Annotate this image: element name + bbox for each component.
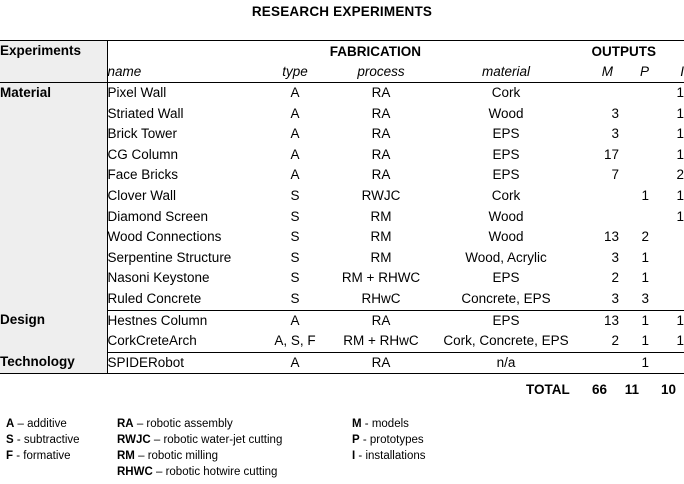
material-cell: EPS <box>492 312 520 328</box>
legend-text: prototypes <box>369 434 424 446</box>
material-cell: Wood <box>488 229 524 245</box>
prototypes-cell: 1 <box>619 331 649 352</box>
prototypes-cell: 1 <box>641 312 649 328</box>
experiments-header: Experiments <box>0 41 107 63</box>
type-cell: A <box>290 105 300 121</box>
type-cell: A, S, F <box>257 331 333 352</box>
legend-separator: – <box>14 418 28 430</box>
installations-cell: 1 <box>676 208 684 224</box>
table-row <box>0 83 684 104</box>
legend-text: models <box>371 418 409 430</box>
prototypes-cell: 3 <box>619 289 649 310</box>
installations-column-header: I <box>649 62 684 83</box>
name-cell: Ruled Concrete <box>107 289 257 310</box>
legend-text: robotic assembly <box>146 418 233 430</box>
name-cell: Face Bricks <box>107 167 179 183</box>
legend-types <box>6 416 80 464</box>
type-cell: S <box>290 208 300 224</box>
category-label: Technology <box>0 352 107 374</box>
legend-process-item <box>117 464 282 480</box>
legend-text: robotic milling <box>147 450 218 462</box>
legend-key: RA <box>117 418 134 430</box>
legend-type-item <box>6 448 80 464</box>
legend-separator: – <box>134 450 148 462</box>
models-cell: 3 <box>611 249 619 265</box>
legend-text: additive <box>27 418 67 430</box>
legend-output-item <box>352 432 426 448</box>
models-cell <box>583 352 619 374</box>
installations-cell <box>649 289 684 310</box>
process-cell: RHwC <box>333 289 429 310</box>
name-cell: Pixel Wall <box>107 85 167 100</box>
type-column-header: type <box>257 62 333 83</box>
legend-type-item <box>6 416 80 432</box>
material-cell: Cork <box>491 85 521 100</box>
legend-key: RHWC <box>117 466 153 478</box>
models-cell <box>583 207 619 228</box>
prototypes-column-header: P <box>619 62 649 83</box>
legend-process-item <box>117 432 282 448</box>
process-cell: RA <box>371 105 391 121</box>
material-cell: Cork <box>491 187 521 203</box>
type-cell: S <box>290 270 300 286</box>
name-cell: Clover Wall <box>107 187 177 203</box>
material-column-header: material <box>429 62 583 83</box>
models-cell: 13 <box>603 229 619 245</box>
category-label: Design <box>0 310 107 352</box>
legend-key: RM <box>117 450 135 462</box>
legend-key: P <box>352 434 360 446</box>
process-cell: RA <box>371 85 391 100</box>
models-cell: 3 <box>611 105 619 121</box>
legend-separator: - <box>13 450 24 462</box>
models-cell: 2 <box>611 270 619 286</box>
legend-separator: – <box>152 466 166 478</box>
category-label: Material <box>0 83 107 311</box>
legend-key: S <box>6 434 14 446</box>
models-cell: 3 <box>583 289 619 310</box>
material-cell: Cork, Concrete, EPS <box>429 331 583 352</box>
legend-separator: - <box>361 418 372 430</box>
total-label: TOTAL <box>526 382 570 397</box>
legend-separator: – <box>133 418 147 430</box>
installations-cell: 1 <box>676 146 684 162</box>
total-models: 66 <box>591 382 607 397</box>
prototypes-cell <box>619 207 649 228</box>
legend-key: F <box>6 450 14 462</box>
installations-cell: 1 <box>649 331 684 352</box>
legend-key: A <box>6 418 15 430</box>
legend-separator: - <box>359 434 370 446</box>
legend-process-item <box>117 416 282 432</box>
prototypes-cell <box>619 83 649 104</box>
header-row <box>0 41 684 63</box>
process-cell: RM + RHwC <box>333 331 429 352</box>
name-cell: Brick Tower <box>107 126 178 142</box>
total-installations: 10 <box>660 382 676 397</box>
type-cell: S <box>290 229 300 245</box>
process-cell: RM <box>370 208 392 224</box>
prototypes-cell: 2 <box>641 229 649 245</box>
process-cell: RA <box>333 352 429 374</box>
material-cell: EPS <box>492 126 520 142</box>
table-row <box>0 310 684 331</box>
legend-separator: - <box>13 434 24 446</box>
type-cell: S <box>290 187 300 203</box>
legend-separator: - <box>355 450 366 462</box>
table-row <box>0 352 684 374</box>
prototypes-cell <box>619 165 649 186</box>
legend-type-item <box>6 432 80 448</box>
legend-process-item <box>117 448 282 464</box>
models-cell <box>583 186 619 207</box>
prototypes-cell <box>619 104 649 125</box>
type-cell: A <box>290 85 300 100</box>
process-cell: RA <box>371 126 391 142</box>
legend-text: subtractive <box>23 434 80 446</box>
name-cell: Wood Connections <box>107 229 222 245</box>
process-cell: RWJC <box>361 187 401 203</box>
installations-cell: 1 <box>676 312 684 328</box>
prototypes-cell <box>619 124 649 145</box>
material-cell: Wood, Acrylic <box>465 249 547 265</box>
page-title: RESEARCH EXPERIMENTS <box>251 4 433 19</box>
material-cell: Concrete, EPS <box>429 289 583 310</box>
name-cell: CG Column <box>107 146 179 162</box>
name-cell: Striated Wall <box>107 105 184 121</box>
installations-cell <box>649 248 684 269</box>
name-cell: Hestnes Column <box>107 312 208 328</box>
models-cell: 2 <box>583 331 619 352</box>
material-cell: EPS <box>492 270 520 286</box>
name-cell: CorkCreteArch <box>107 331 257 352</box>
prototypes-cell <box>619 145 649 166</box>
process-column-header: process <box>333 62 429 83</box>
installations-cell: 1 <box>676 85 684 100</box>
models-cell <box>583 83 619 104</box>
legend-separator: – <box>150 434 164 446</box>
process-cell: RM <box>370 249 392 265</box>
experiments-table <box>0 40 684 374</box>
legend-text: installations <box>365 450 426 462</box>
models-cell: 7 <box>611 167 619 183</box>
prototypes-cell: 1 <box>641 270 649 286</box>
legend-output-item <box>352 416 426 432</box>
legend-text: robotic water-jet cutting <box>163 434 283 446</box>
legend-key: RWJC <box>117 434 151 446</box>
installations-cell: 1 <box>676 126 684 142</box>
installations-cell <box>649 227 684 248</box>
models-cell: 3 <box>611 126 619 142</box>
legend-processes <box>117 416 282 480</box>
name-cell: Serpentine Structure <box>107 249 232 265</box>
installations-cell <box>649 352 684 374</box>
type-cell: A <box>290 126 300 142</box>
type-cell: A <box>257 352 333 374</box>
material-cell: n/a <box>429 352 583 374</box>
total-prototypes: 11 <box>624 382 639 397</box>
table-body <box>0 41 684 374</box>
outputs-header: OUTPUTS <box>583 41 684 63</box>
fabrication-header: FABRICATION <box>257 41 429 63</box>
legend-key: M <box>352 418 362 430</box>
installations-cell: 2 <box>676 167 684 183</box>
type-cell: S <box>290 249 300 265</box>
process-cell: RM + RHWC <box>341 270 421 286</box>
installations-cell: 1 <box>676 187 684 203</box>
material-cell: Wood <box>488 208 524 224</box>
installations-cell: 1 <box>676 105 684 121</box>
installations-cell <box>649 268 684 289</box>
prototypes-cell: 1 <box>641 249 649 265</box>
material-cell: EPS <box>492 167 520 183</box>
legend-text: formative <box>23 450 71 462</box>
type-cell: A <box>290 312 300 328</box>
type-cell: A <box>290 167 300 183</box>
models-cell: 17 <box>603 146 619 162</box>
process-cell: RA <box>371 167 391 183</box>
models-cell: 13 <box>603 312 619 328</box>
material-cell: EPS <box>492 146 520 162</box>
legend-outputs <box>352 416 426 464</box>
type-cell: S <box>257 289 333 310</box>
process-cell: RA <box>371 312 391 328</box>
legend-key: I <box>352 450 356 462</box>
prototypes-cell: 1 <box>619 352 649 374</box>
material-cell: Wood <box>488 105 524 121</box>
name-column-header: name <box>107 62 257 83</box>
name-cell: Nasoni Keystone <box>107 270 210 286</box>
name-cell: Diamond Screen <box>107 208 209 224</box>
process-cell: RM <box>370 229 392 245</box>
name-cell: SPIDERobot <box>107 352 257 374</box>
legend-text: robotic hotwire cutting <box>165 466 278 478</box>
models-column-header: M <box>583 62 619 83</box>
subheader-row <box>0 62 684 83</box>
process-cell: RA <box>371 146 391 162</box>
prototypes-cell: 1 <box>641 187 649 203</box>
type-cell: A <box>290 146 300 162</box>
legend-output-item <box>352 448 426 464</box>
